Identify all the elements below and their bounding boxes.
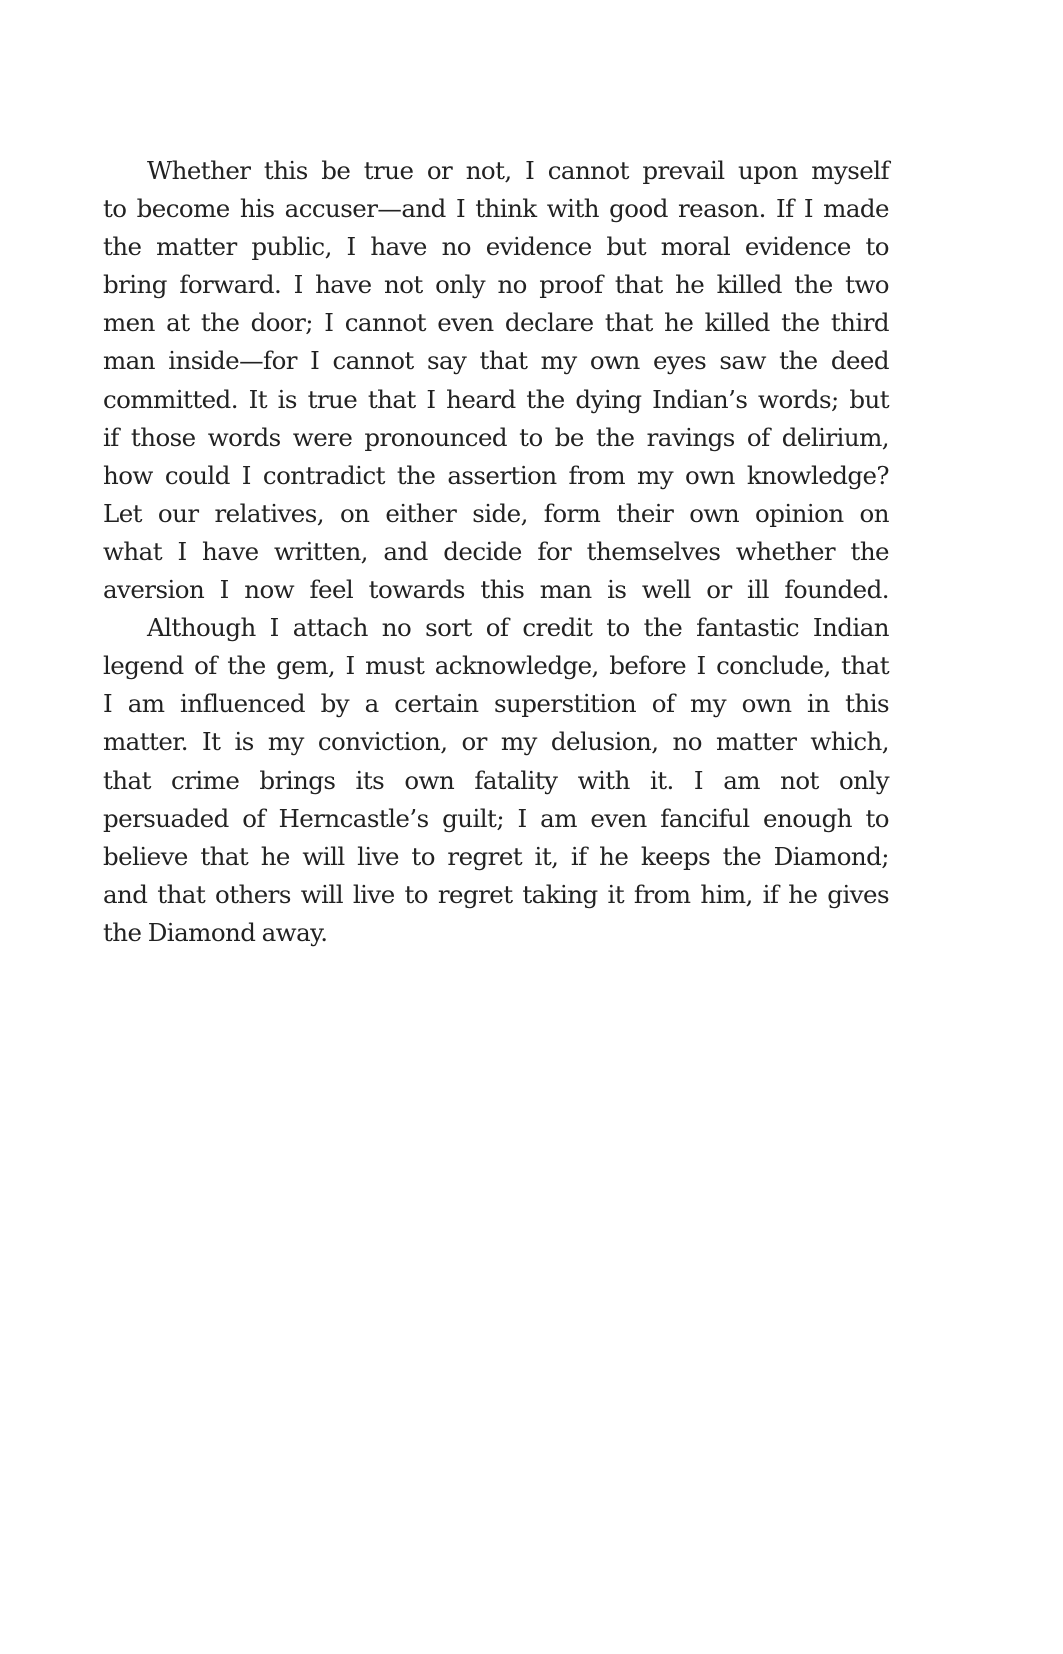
text-line: man inside—for I cannot say that my own eyes saw the deed — [103, 346, 889, 376]
text-line: what I have written, and decide for themselves whether the — [103, 536, 889, 566]
text-line: if those words were pronounced to be the ravings of delirium, — [103, 422, 889, 452]
text-line: aversion I now feel towards this man is well or ill founded. — [103, 575, 889, 605]
text-line: Let our relatives, on either side, form their own opinion on — [103, 498, 889, 528]
text-line: bring forward. I have not only no proof that he killed the two — [103, 270, 889, 300]
text-line: to become his accuser—and I think with good reason. If I made — [103, 194, 889, 224]
text-line: the matter public, I have no evidence but moral evidence to — [103, 232, 889, 262]
text-line: and that others will live to regret taking it from him, if he gives — [103, 879, 889, 909]
body-text — [103, 152, 889, 952]
text-line: that crime brings its own fatality with it. I am not only — [103, 765, 889, 795]
paragraph-2 — [103, 609, 889, 952]
paragraph-1 — [103, 152, 889, 609]
text-line: I am influenced by a certain superstition of my own in this — [103, 689, 889, 719]
text-line: believe that he will live to regret it, if he keeps the Diamond; — [103, 841, 889, 871]
text-line: legend of the gem, I must acknowledge, before I conclude, that — [103, 651, 889, 681]
text-line: committed. It is true that I heard the dying Indian’s words; but — [103, 384, 889, 414]
text-line: persuaded of Herncastle’s guilt; I am even fanciful enough to — [103, 803, 889, 833]
text-line: matter. It is my conviction, or my delusion, no matter which, — [103, 727, 889, 757]
text-line: Although I attach no sort of credit to the fantastic Indian — [147, 613, 889, 643]
text-line: the Diamond away. — [103, 917, 328, 947]
text-line: men at the door; I cannot even declare that he killed the third — [103, 308, 889, 338]
text-line: Whether this be true or not, I cannot prevail upon myself — [147, 156, 889, 185]
text-line: how could I contradict the assertion from my own knowledge? — [103, 460, 889, 490]
